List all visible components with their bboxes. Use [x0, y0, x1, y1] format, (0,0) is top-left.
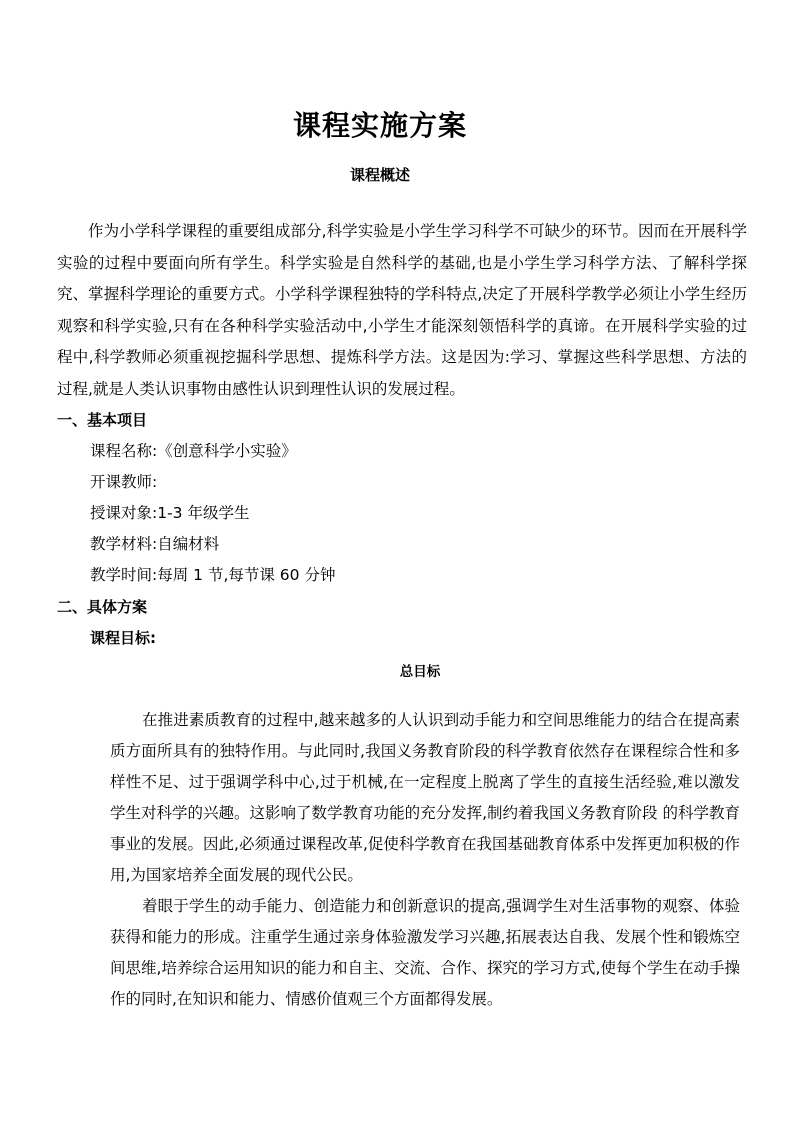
section-basic-items-heading: 一、基本项目 — [57, 411, 148, 429]
overview-paragraph: 作为小学科学课程的重要组成部分,科学实验是小学生学习科学不可缺少的环节。因而在开展科学实验的过程中要面向所有学生。科学实验是自然科学的基础,也是小学生学习科学方法、了解科学探究、掌握科学理论的重要方式。小学科学课程独特的学科特点,决定了开展科学教学必须让小学生经历观察和科学实验,只有在各种科学实验活动中,小学生才能深刻领悟科学的真谛。在开展科学实验的过程中,科学教师必须重视挖掘科学思想、提炼科学方法。这是因为:学习、掌握这些科学思想、方法的过程,就是人类认识事物由感性认识到理性认识的发展过程。 — [57, 222, 747, 398]
item-audience: 授课对象:1-3 年级学生 — [90, 504, 250, 522]
item-materials: 教学材料:自编材料 — [90, 535, 220, 553]
item-teacher: 开课教师: — [90, 473, 158, 491]
document-title: 课程实施方案 — [292, 109, 467, 142]
item-schedule: 教学时间:每周 1 节,每节课 60 分钟 — [90, 566, 336, 584]
course-goals-heading: 课程目标: — [90, 629, 156, 647]
section-plan-heading: 二、具体方案 — [57, 598, 148, 616]
document-subtitle: 课程概述 — [349, 166, 410, 184]
goal-paragraph-1: 在推进素质教育的过程中,越来越多的人认识到动手能力和空间思维能力的结合在提高素质方面所具有的独特作用。与此同时,我国义务教育阶段的科学教育依然存在课程综合性和多样性不足、过于强调学科中心,过于机械,在一定程度上脱离了学生的直接生活经验,难以激发学生对科学的兴趣。这影响了数学教育功能的充分发挥,制约着我国义务教育阶段 的科学教育事业的发展。因此,必须通过课程改革,促使科学教育在我国基础教育体系中发挥更加积极的作用,为国家培养全面发展的现代公民。 — [110, 711, 740, 884]
goal-paragraph-2: 着眼于学生的动手能力、创造能力和创新意识的提高,强调学生对生活事物的观察、体验获得和能力的形成。注重学生通过亲身体验激发学习兴趣,拓展表达自我、发展个性和锻炼空间思维,培养综合运用知识的能力和自主、交流、合作、探究的学习方式,使每个学生在动手操作的同时,在知识和能力、情感价值观三个方面都得发展。 — [110, 897, 740, 1008]
item-course-name: 课程名称:《创意科学小实验》 — [90, 442, 297, 460]
overall-goal-heading: 总目标 — [399, 664, 441, 680]
